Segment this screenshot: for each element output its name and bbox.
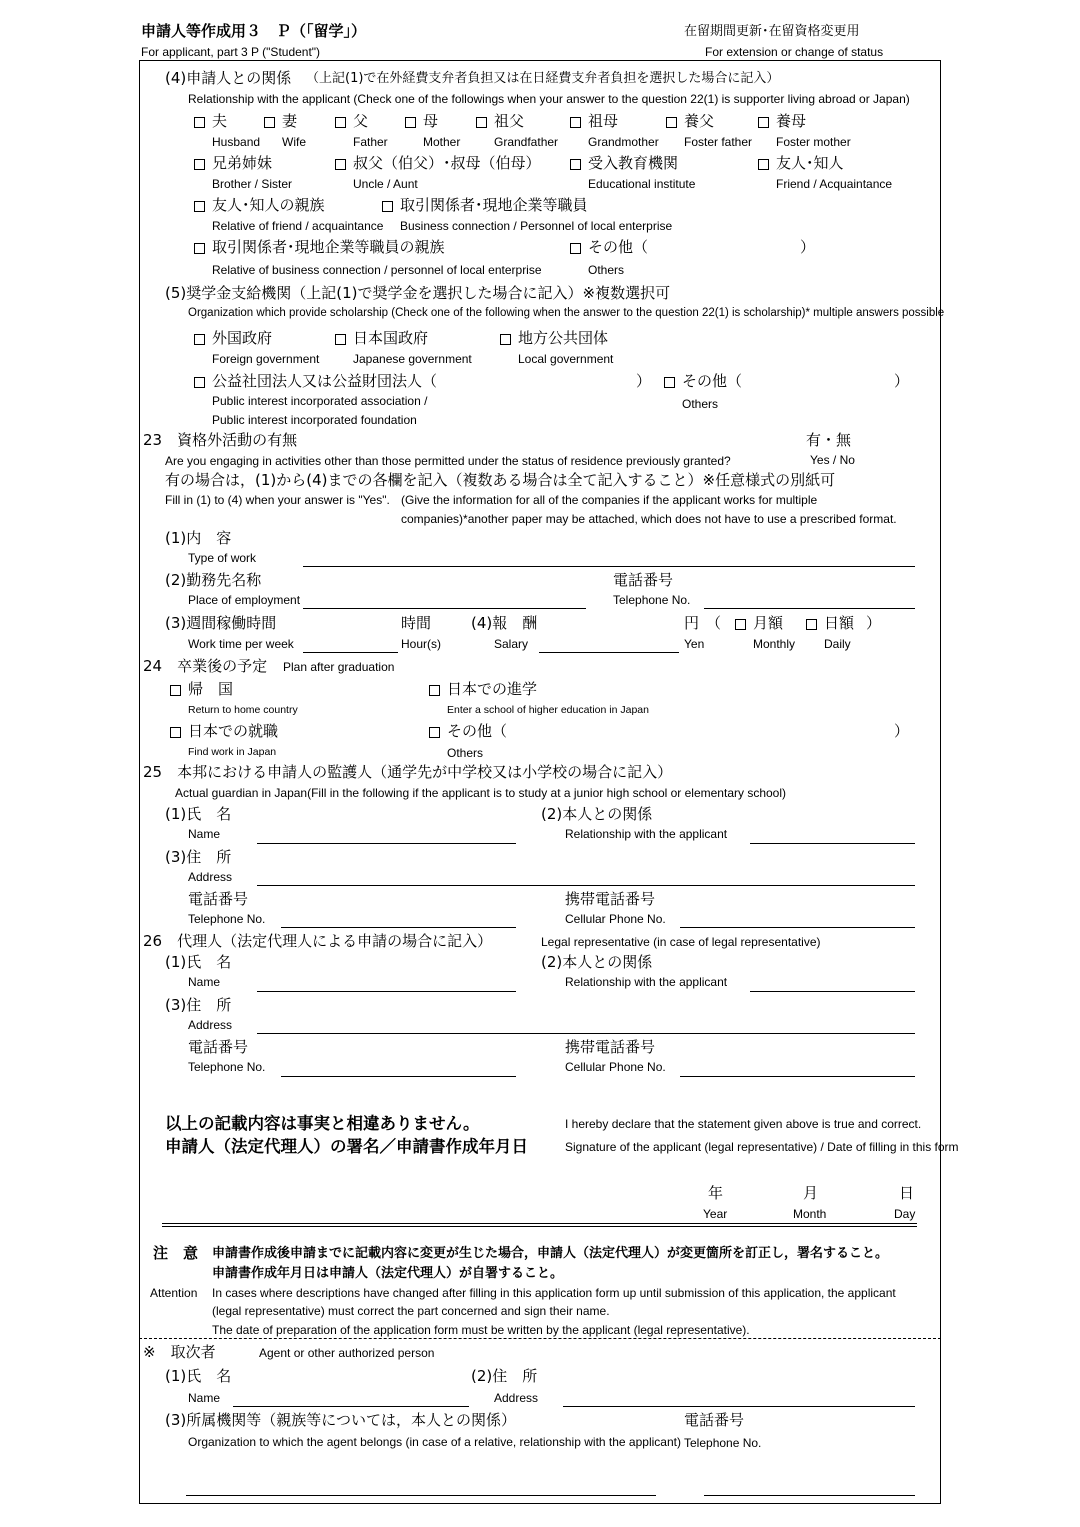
q23-note-en2: (Give the information for all of the companies if the applicant works for multiple: [401, 493, 818, 507]
checkbox-friend-relative[interactable]: [194, 201, 205, 212]
label-daily-en: Daily: [824, 637, 851, 651]
q25-cell-label-en: Cellular Phone No.: [565, 912, 666, 926]
date-day-label-en: Day: [894, 1207, 916, 1221]
checkbox-business[interactable]: [382, 201, 393, 212]
q23-salary-paren-open: （: [706, 614, 722, 632]
label-foster-father: 養父: [684, 112, 715, 130]
guardian-relationship-field[interactable]: [750, 843, 915, 844]
q22-5-title: (5)奨学金支給機関（上記(1)で奨学金を選択した場合に記入）※複数選択可: [165, 284, 671, 302]
public-interest-close: ）: [636, 372, 652, 390]
label-sibling: 兄弟姉妹: [212, 154, 273, 172]
label-relationship-other: その他（: [588, 238, 649, 256]
q23-title-en: Are you engaging in activities other than those permitted under the status of residence previously granted?: [165, 454, 731, 468]
checkbox-grandfather[interactable]: [476, 117, 487, 128]
checkbox-foster-father[interactable]: [666, 117, 677, 128]
label-higher-education: 日本での進学: [447, 680, 538, 698]
q23-note: 有の場合は，(1)から(4)までの各欄を記入（複数ある場合は全て記入すること）※任意様式の別紙可: [165, 471, 836, 489]
q23-salary-label-en: Salary: [494, 637, 529, 651]
checkbox-return-home[interactable]: [170, 685, 181, 696]
label-business-relative: 取引関係者･現地企業等職員の親族: [212, 238, 445, 256]
date-year-label-en: Year: [703, 1207, 728, 1221]
checkbox-educational-institute[interactable]: [570, 159, 581, 170]
label-foster-mother: 養母: [776, 112, 807, 130]
checkbox-business-relative[interactable]: [194, 243, 205, 254]
label-father: 父: [353, 112, 369, 130]
salary-field[interactable]: [539, 652, 679, 653]
label-scholarship-other-en: Others: [682, 397, 719, 411]
guardian-name-field[interactable]: [257, 843, 516, 844]
label-foster-mother-en: Foster mother: [776, 135, 851, 149]
label-grandmother: 祖母: [588, 112, 619, 130]
q24-title: 24 卒業後の予定: [143, 657, 268, 675]
q26-title-en: Legal representative (in case of legal representative): [541, 935, 821, 949]
representative-telephone-field[interactable]: [281, 1076, 516, 1077]
q23-place-label: (2)勤務先名称: [165, 571, 262, 589]
relationship-other-close: ）: [800, 238, 816, 256]
checkbox-uncle-aunt[interactable]: [335, 159, 346, 170]
label-uncle-aunt-en: Uncle / Aunt: [353, 177, 418, 191]
plan-other-close: ）: [894, 722, 910, 740]
guardian-cellphone-field[interactable]: [680, 927, 915, 928]
label-friend-en: Friend / Acquaintance: [776, 177, 893, 191]
label-friend: 友人･知人: [776, 154, 844, 172]
agent-telephone-field[interactable]: [704, 1495, 915, 1496]
checkbox-foreign-government[interactable]: [194, 334, 205, 345]
guardian-telephone-field[interactable]: [281, 927, 516, 928]
label-educational-institute: 受入教育機関: [588, 154, 679, 172]
agent-name-label-en: Name: [188, 1391, 221, 1405]
q23-yen-en: Yen: [684, 637, 705, 651]
q23-work-label: (1)内 容: [165, 529, 232, 547]
q23-hour-unit: 時間: [401, 614, 432, 632]
label-husband: 夫: [212, 112, 228, 130]
declaration-line1: 以上の記載内容は事実と相違ありません。: [165, 1114, 480, 1133]
q23-place-label-en: Place of employment: [188, 593, 301, 607]
agent-address-field[interactable]: [563, 1406, 915, 1407]
label-public-interest-en1: Public interest incorporated association /: [212, 394, 428, 408]
checkbox-local-government[interactable]: [500, 334, 511, 345]
label-local-government-en: Local government: [518, 352, 614, 366]
q22-4-title: (4)申請人との関係: [165, 69, 292, 87]
label-work-japan-en: Find work in Japan: [188, 746, 277, 758]
label-scholarship-other: その他（: [682, 372, 743, 390]
q23-hours-label: (3)週間稼働時間: [165, 614, 277, 632]
q23-yen: 円: [684, 614, 700, 632]
checkbox-japanese-government[interactable]: [335, 334, 346, 345]
q22-4-note: （上記(1)で在外経費支弁者負担又は在日経費支弁者負担を選択した場合に記入）: [306, 71, 780, 86]
agent-title: ※ 取次者: [143, 1343, 216, 1361]
label-grandfather-en: Grandfather: [494, 135, 559, 149]
q26-tel-label-en: Telephone No.: [188, 1060, 266, 1074]
label-mother: 母: [423, 112, 439, 130]
declaration-line1-en: I hereby declare that the statement given above is true and correct.: [565, 1117, 922, 1131]
form-title-en: For applicant, part 3 P ("Student"): [141, 45, 321, 59]
q23-tel-label-en: Telephone No.: [613, 593, 691, 607]
label-educational-institute-en: Educational institute: [588, 177, 696, 191]
label-public-interest-en2: Public interest incorporated foundation: [212, 413, 417, 427]
q25-name-label: (1)氏 名: [165, 805, 232, 823]
work-hours-field[interactable]: [303, 652, 398, 653]
checkbox-monthly[interactable]: [735, 619, 746, 630]
q25-cell-label: 携帯電話番号: [565, 890, 656, 908]
attention-label-en: Attention: [150, 1286, 198, 1300]
q26-tel-label: 電話番号: [188, 1038, 249, 1056]
label-friend-relative: 友人･知人の親族: [212, 196, 325, 214]
declaration-line2: 申請人（法定代理人）の署名／申請書作成年月日: [165, 1137, 528, 1156]
form-purpose: 在留期間更新･在留資格変更用: [684, 24, 860, 39]
label-work-japan: 日本での就職: [188, 722, 279, 740]
q23-title: 23 資格外活動の有無: [143, 431, 298, 449]
checkbox-sibling[interactable]: [194, 159, 205, 170]
label-japanese-government-en: Japanese government: [353, 352, 472, 366]
label-japanese-government: 日本国政府: [353, 329, 429, 347]
checkbox-wife[interactable]: [264, 117, 275, 128]
checkbox-mother[interactable]: [405, 117, 416, 128]
label-monthly: 月額: [753, 614, 784, 632]
attention-en2: (legal representative) must correct the part concerned and sign their name.: [212, 1304, 610, 1318]
attention-jp1: 申請書作成後申請までに記載内容に変更が生じた場合，申請人（法定代理人）が変更箇所を訂正し，署名すること。: [212, 1246, 889, 1261]
label-return-home: 帰 国: [188, 680, 234, 698]
q23-hour-unit-en: Hour(s): [401, 637, 442, 651]
q25-tel-label: 電話番号: [188, 890, 249, 908]
date-month-label-en: Month: [793, 1207, 827, 1221]
label-father-en: Father: [353, 135, 388, 149]
q22-5-title-en: Organization which provide scholarship (Check one of the following when the answer to the question 22(1) is scholarship)* multiple answers possible: [188, 307, 945, 319]
checkbox-higher-education[interactable]: [429, 685, 440, 696]
label-grandmother-en: Grandmother: [588, 135, 659, 149]
date-year-label: 年: [708, 1184, 724, 1202]
checkbox-friend[interactable]: [758, 159, 769, 170]
q23-yes-no[interactable]: 有・無: [806, 431, 852, 449]
q23-salary-paren-close: ）: [866, 614, 882, 632]
form-title: 申請人等作成用３ Ｐ（「留学」）: [141, 22, 367, 40]
label-plan-other: その他（: [447, 722, 508, 740]
agent-tel-label: 電話番号: [684, 1411, 745, 1429]
agent-organization-field[interactable]: [186, 1495, 656, 1496]
checkbox-plan-other[interactable]: [429, 727, 440, 738]
agent-tel-label-en: Telephone No.: [684, 1436, 762, 1450]
label-foster-father-en: Foster father: [684, 135, 753, 149]
q26-title: 26 代理人（法定代理人による申請の場合に記入）: [143, 932, 493, 950]
attention-label: 注 意: [153, 1244, 199, 1262]
form-purpose-en: For extension or change of status: [705, 45, 884, 59]
q25-addr-label: (3)住 所: [165, 848, 232, 866]
agent-name-field[interactable]: [233, 1406, 469, 1407]
attention-en1: In cases where descriptions have changed after filling in this application form up until submission of this application, the applicant: [212, 1286, 896, 1300]
q23-tel-label: 電話番号: [613, 571, 674, 589]
q26-cell-label: 携帯電話番号: [565, 1038, 656, 1056]
declaration-line2-en: Signature of the applicant (legal representative) / Date of filling in this form: [565, 1140, 959, 1154]
agent-addr-label: (2)住 所: [471, 1367, 538, 1385]
label-plan-other-en: Others: [447, 746, 484, 760]
guardian-address-field[interactable]: [257, 885, 915, 886]
label-wife-en: Wife: [282, 135, 306, 149]
signature-date-line[interactable]: [162, 1223, 917, 1227]
q25-name-label-en: Name: [188, 827, 221, 841]
q25-title: 25 本邦における申請人の監護人（通学先が中学校又は小学校の場合に記入）: [143, 763, 673, 781]
q24-title-en: Plan after graduation: [283, 660, 395, 674]
label-wife: 妻: [282, 112, 298, 130]
checkbox-grandmother[interactable]: [570, 117, 581, 128]
date-month-label: 月: [803, 1184, 819, 1202]
scholarship-other-close: ）: [894, 372, 910, 390]
q25-title-en: Actual guardian in Japan(Fill in the following if the applicant is to study at a junior high school or elementary school): [175, 786, 787, 800]
q23-work-label-en: Type of work: [188, 551, 257, 565]
q26-name-label-en: Name: [188, 975, 221, 989]
checkbox-foster-mother[interactable]: [758, 117, 769, 128]
agent-title-en: Agent or other authorized person: [259, 1346, 435, 1360]
q23-yes-no-en: Yes / No: [810, 453, 855, 467]
checkbox-scholarship-other[interactable]: [664, 377, 675, 388]
work-type-field[interactable]: [303, 566, 915, 567]
agent-org-label-en: Organization to which the agent belongs (in case of a relative, relationship with the applicant): [188, 1435, 681, 1449]
employment-telephone-field[interactable]: [704, 608, 915, 609]
attention-en3: The date of preparation of the application form must be written by the applicant (legal representative).: [212, 1323, 750, 1337]
q25-rel-label-en: Relationship with the applicant: [565, 827, 728, 841]
label-husband-en: Husband: [212, 135, 261, 149]
q26-addr-label: (3)住 所: [165, 996, 232, 1014]
label-daily: 日額: [824, 614, 855, 632]
date-day-label: 日: [899, 1184, 915, 1202]
checkbox-work-japan[interactable]: [170, 727, 181, 738]
q26-cell-label-en: Cellular Phone No.: [565, 1060, 666, 1074]
label-return-home-en: Return to home country: [188, 704, 298, 716]
q23-note-en3: companies)*another paper may be attached, which does not have to use a prescribed format.: [401, 512, 897, 526]
agent-org-label: (3)所属機関等（親族等については，本人との関係）: [165, 1411, 516, 1429]
representative-address-field[interactable]: [257, 1033, 915, 1034]
label-friend-relative-en: Relative of friend / acquaintance: [212, 219, 384, 233]
label-business-en: Business connection / Personnel of local enterprise: [400, 219, 673, 233]
label-sibling-en: Brother / Sister: [212, 177, 293, 191]
label-foreign-government-en: Foreign government: [212, 352, 320, 366]
checkbox-daily[interactable]: [806, 619, 817, 630]
label-monthly-en: Monthly: [753, 637, 796, 651]
q23-note-en1: Fill in (1) to (4) when your answer is "Yes".: [165, 493, 390, 507]
label-mother-en: Mother: [423, 135, 461, 149]
q26-rel-label: (2)本人との関係: [541, 953, 653, 971]
representative-relationship-field[interactable]: [750, 991, 915, 992]
q25-tel-label-en: Telephone No.: [188, 912, 266, 926]
label-public-interest: 公益社団法人又は公益財団法人（: [212, 372, 438, 390]
q26-rel-label-en: Relationship with the applicant: [565, 975, 728, 989]
section-divider: [139, 1338, 941, 1339]
employment-place-field[interactable]: [303, 608, 586, 609]
q25-addr-label-en: Address: [188, 870, 233, 884]
agent-name-label: (1)氏 名: [165, 1367, 232, 1385]
attention-jp2: 申請書作成年月日は申請人（法定代理人）が自署すること。: [212, 1266, 564, 1281]
checkbox-husband[interactable]: [194, 117, 205, 128]
q22-4-title-en: Relationship with the applicant (Check one of the followings when your answer to the question 22(1) is supporter living abroad or Japan): [188, 92, 910, 106]
label-higher-education-en: Enter a school of higher education in Japan: [447, 704, 649, 716]
label-business-relative-en: Relative of business connection / personnel of local enterprise: [212, 263, 542, 277]
q23-salary-label: (4)報 酬: [471, 614, 538, 632]
q26-addr-label-en: Address: [188, 1018, 233, 1032]
label-local-government: 地方公共団体: [518, 329, 609, 347]
agent-addr-label-en: Address: [494, 1391, 539, 1405]
q25-rel-label: (2)本人との関係: [541, 805, 653, 823]
representative-name-field[interactable]: [257, 991, 516, 992]
checkbox-relationship-other[interactable]: [570, 243, 581, 254]
q23-hours-label-en: Work time per week: [188, 637, 294, 651]
q26-name-label: (1)氏 名: [165, 953, 232, 971]
checkbox-father[interactable]: [335, 117, 346, 128]
label-business: 取引関係者･現地企業等職員: [400, 196, 588, 214]
label-relationship-other-en: Others: [588, 263, 625, 277]
label-uncle-aunt: 叔父（伯父）･叔母（伯母）: [353, 154, 541, 172]
checkbox-public-interest[interactable]: [194, 377, 205, 388]
label-foreign-government: 外国政府: [212, 329, 273, 347]
label-grandfather: 祖父: [494, 112, 525, 130]
representative-cellphone-field[interactable]: [680, 1076, 915, 1077]
